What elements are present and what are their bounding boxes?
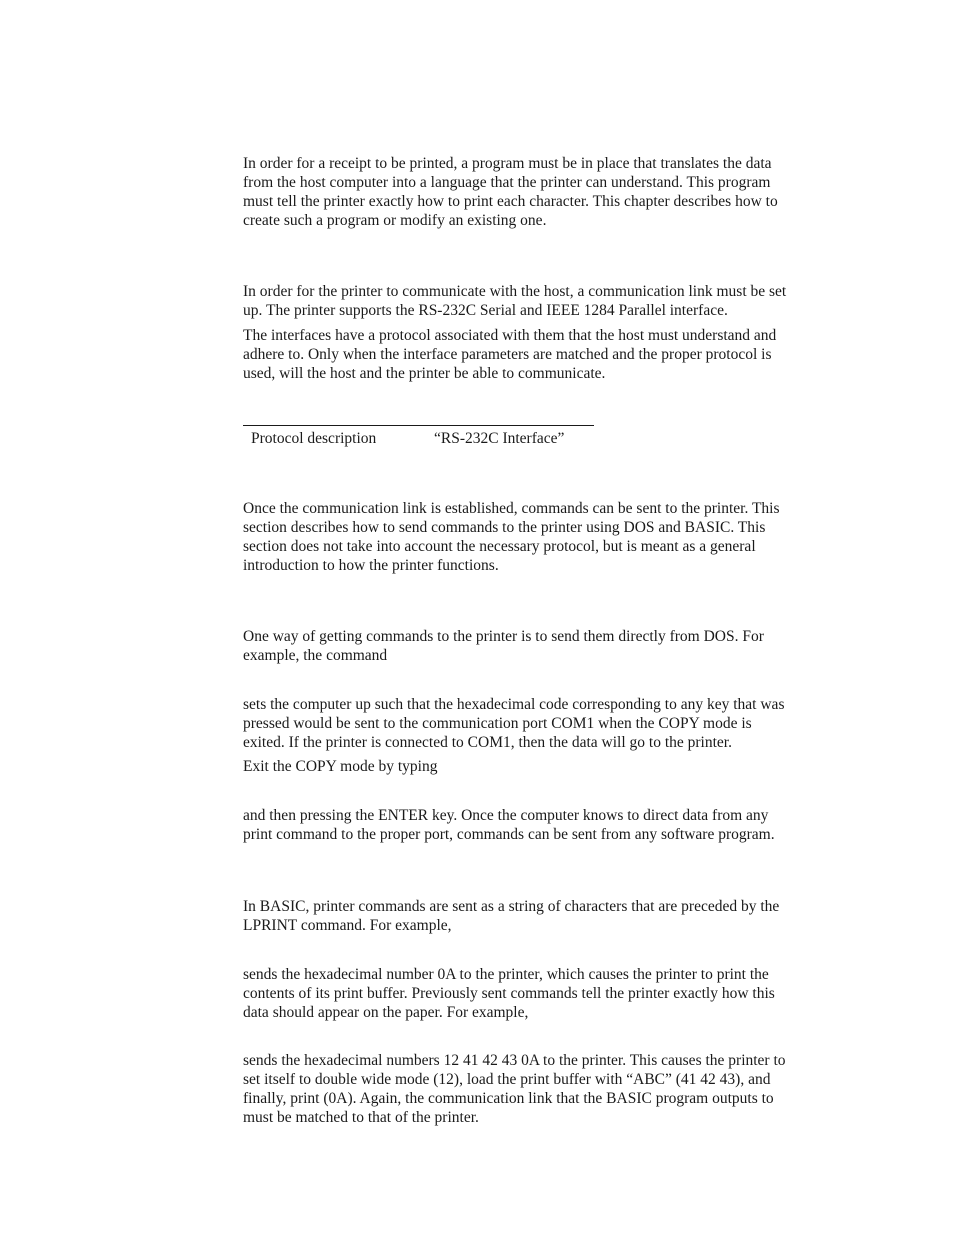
intro-paragraph: In order for a receipt to be printed, a program must be in place that translates the data from the host computer into a language that the printer can understand. This program must tell the printer exactly how to print each character. This chapter describes how to create such a program or modify an existing one. — [243, 155, 778, 229]
basic-intro-paragraph: In BASIC, printer commands are sent as a string of characters that are preceded by the LPRINT command. For example, — [243, 898, 780, 934]
basic-example-paragraph: sends the hexadecimal numbers 12 41 42 43 0A to the printer. This causes the printer to set itself to double wide mode (12), load the print buffer with “ABC” (41 42 43), and finally, print (0A). Again, the communication link that the BASIC program outputs to must be matched to that of the printer. — [243, 1052, 786, 1126]
enter-key-paragraph: and then pressing the ENTER key. Once the computer knows to direct data from any print command to the proper port, commands can be sent from any software program. — [243, 807, 775, 843]
reference-table-label: Protocol description — [251, 430, 377, 447]
communication-link-paragraph: In order for the printer to communicate with the host, a communication link must be set up. The printer supports the RS-232C Serial and IEEE 1284 Parallel interface. — [243, 283, 787, 319]
dos-copy-paragraph: sets the computer up such that the hexadecimal code corresponding to any key that was pressed would be sent to the communication port COM1 when the COPY mode is exited. If the printer is connected to COM1, then the data will go to the printer. — [243, 696, 785, 751]
basic-0a-paragraph: sends the hexadecimal number 0A to the printer, which causes the printer to print the contents of its print buffer. Previously sent commands tell the printer exactly how this data should appear on the paper. For example, — [243, 966, 775, 1021]
exit-copy-paragraph: Exit the COPY mode by typing — [243, 758, 438, 775]
reference-table-value: “RS-232C Interface” — [434, 430, 565, 447]
sending-commands-paragraph: Once the communication link is established, commands can be sent to the printer. This section describes how to send commands to the printer using DOS and BASIC. This section does not take into account the necessary protocol, but is meant as a general introduction to how the printer functions. — [243, 500, 780, 574]
dos-intro-paragraph: One way of getting commands to the printer is to send them directly from DOS. For example, the command — [243, 628, 764, 664]
reference-table-rule — [243, 425, 594, 426]
protocol-paragraph: The interfaces have a protocol associated with them that the host must understand and adhere to. Only when the interface parameters are matched and the proper protocol is used, will the host and the printer be able to communicate. — [243, 327, 777, 382]
